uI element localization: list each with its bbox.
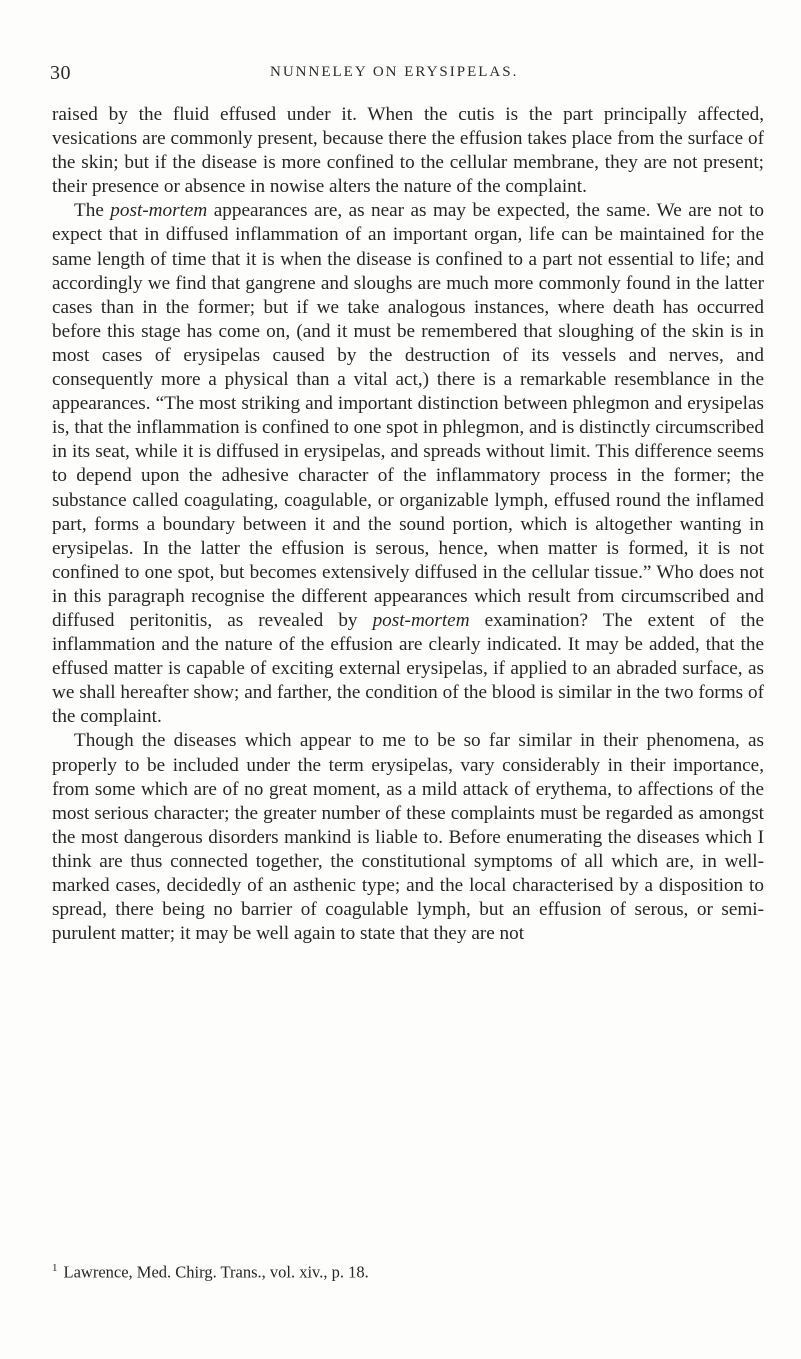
- paragraph: [52, 729, 764, 946]
- paragraph: [52, 103, 764, 199]
- paragraph: [52, 199, 764, 729]
- paragraph-text: raised by the fluid effused under it. When the cutis is the part principally affected, vesications are commonly present, because there the effusion takes place from the surface of the skin; but if the disease is more confined to the cellular membrane, they are not present; their presence or absence in nowise alters the nature of the complaint.: [52, 104, 764, 198]
- footnote-text: Lawrence, Med. Chirg. Trans., vol. xiv., p. 18.: [63, 1262, 369, 1282]
- italic-term: post-mortem: [372, 609, 470, 631]
- running-title: NUNNELEY ON ERYSIPELAS.: [270, 64, 519, 80]
- paragraph-text: Though the diseases which appear to me to be so far similar in their phenomena, as properly to be included under the term erysipelas, vary considerably in their importance, from some which are of no great moment, as a mild attack of erythema, to affections of the most serious character; the greater number of these complaints must be regarded as amongst the most dangerous disorders mankind is liable to. Before enumerating the diseases which I think are thus connected together, the constitutional symptoms of all which are, in well-marked cases, decidedly of an asthenic type; and the local characterised by a disposition to spread, there being no barrier of coagulable lymph, but an effusion of serous, or semi-purulent matter; it may be well again to state that they are not: [52, 730, 764, 945]
- body-text: [52, 103, 764, 946]
- footnote-marker: 1: [52, 1262, 58, 1274]
- footnote: [52, 1258, 764, 1283]
- paragraph-text: The: [74, 200, 111, 222]
- running-head: [50, 62, 760, 86]
- italic-term: post-mortem: [110, 200, 208, 222]
- page-number: 30: [50, 62, 71, 84]
- paragraph-text: examination? The extent of the inflammation and the nature of the effusion are clearly indicated. It may be added, that the effused matter is capable of exciting external erysipelas, if applied to an abraded surface, as we shall hereafter show; and farther, the condition of the blood is similar in the two forms of the complaint.: [52, 609, 764, 728]
- paragraph-text: appearances are, as near as may be expected, the same. We are not to expect that in diffused inflammation of an important organ, life can be maintained for the same length of time that it is when the disease is confined to a part not essential to life; and accordingly we find that gangrene and sloughs are much more commonly found in the latter cases than in the former; but if we take analogous instances, where death has occurred before this stage has come on, (and it must be remembered that sloughing of the skin is in most cases of erysipelas caused by the destruction of its vessels and nerves, and consequently more a physical than a vital act,) there is a remarkable resemblance in the appearances. “The most striking and important distinction between phlegmon and erysipelas is, that the inflammation is confined to one spot in phlegmon, and is distinctly circumscribed in its seat, while it is diffused in erysipelas, and spreads without limit. This difference seems to depend upon the adhesive character of the inflammatory process in the former; the substance called coagulating, coagulable, or organizable lymph, effused round the inflamed part, forms a boundary between it and the sound portion, which is altogether wanting in erysipelas. In the latter the effusion is serous, hence, when matter is formed, it is not confined to one spot, but becomes extensively diffused in the cellular tissue.” Who does not in this paragraph recognise the different appearances which result from circumscribed and diffused peritonitis, as revealed by: [52, 200, 764, 631]
